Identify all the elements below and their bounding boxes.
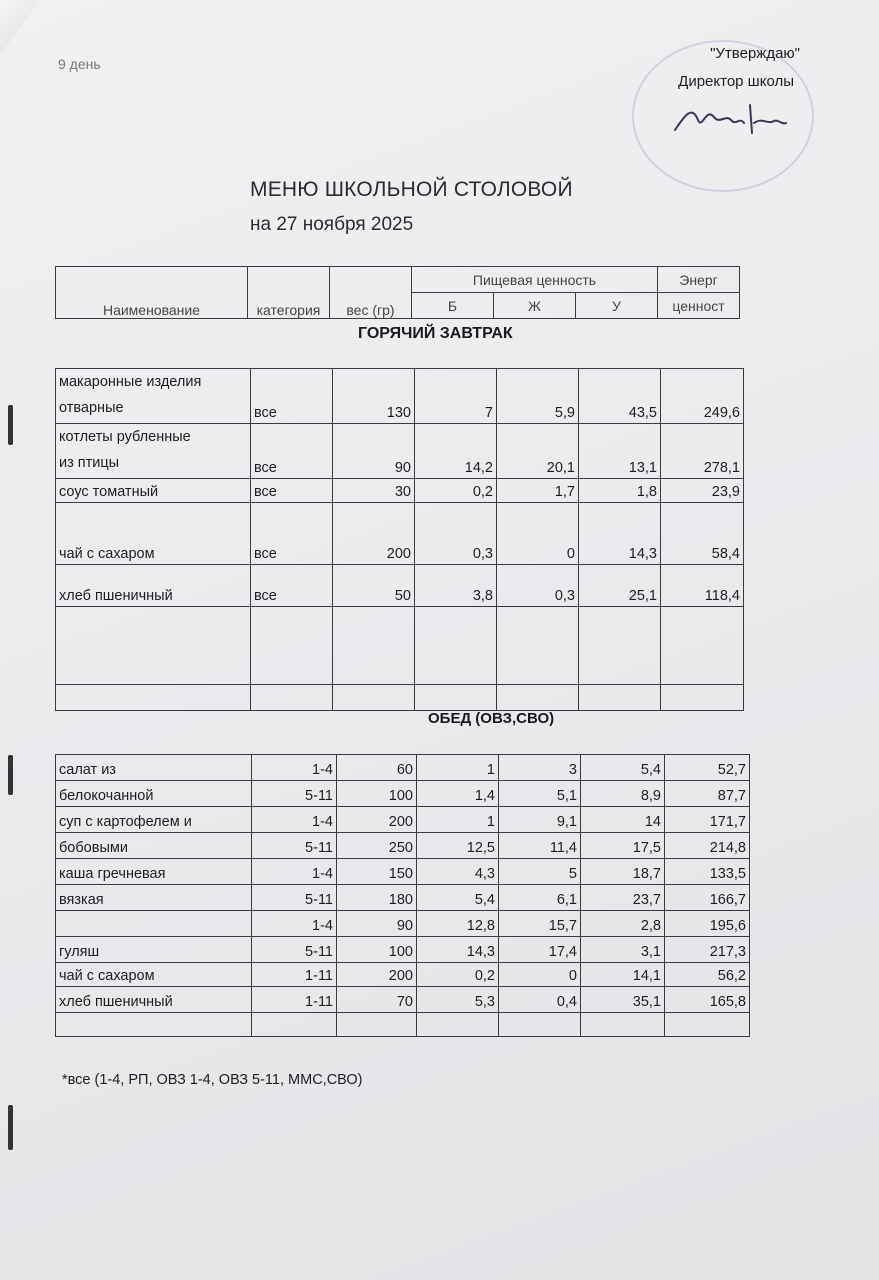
dish-carbs: 3,1 bbox=[581, 937, 665, 963]
dish-weight: 90 bbox=[333, 424, 415, 479]
dish-category: все bbox=[251, 565, 333, 607]
dish-name: каша гречневая bbox=[56, 859, 252, 885]
dish-protein: 0,2 bbox=[417, 963, 499, 987]
header-energy-bottom: ценност bbox=[658, 293, 740, 319]
dish-name-line: из птицы bbox=[59, 455, 120, 471]
dish-category: все bbox=[251, 424, 333, 479]
dish-fat: 3 bbox=[499, 755, 581, 781]
dish-energy: 165,8 bbox=[665, 987, 750, 1013]
table-row bbox=[56, 369, 744, 424]
header-nutrition: Пищевая ценность bbox=[412, 267, 658, 293]
table-row bbox=[56, 937, 750, 963]
dish-category: 1-4 bbox=[252, 911, 337, 937]
dish-protein: 1,4 bbox=[417, 781, 499, 807]
dish-energy: 166,7 bbox=[665, 885, 750, 911]
dish-weight: 200 bbox=[337, 963, 417, 987]
dish-weight: 100 bbox=[337, 937, 417, 963]
header-category: категория bbox=[248, 267, 330, 319]
dish-name: вязкая bbox=[56, 885, 252, 911]
dish-fat: 0 bbox=[499, 963, 581, 987]
header-carbs: У bbox=[576, 293, 658, 319]
dish-fat: 1,7 bbox=[497, 479, 579, 503]
dish-weight: 100 bbox=[337, 781, 417, 807]
dish-carbs: 14,3 bbox=[579, 503, 661, 565]
dish-name: хлеб пшеничный bbox=[56, 565, 251, 607]
dish-category: 1-4 bbox=[252, 807, 337, 833]
dish-fat: 6,1 bbox=[499, 885, 581, 911]
page-corner-fold bbox=[0, 0, 40, 55]
dish-carbs: 25,1 bbox=[579, 565, 661, 607]
dish-energy: 133,5 bbox=[665, 859, 750, 885]
dish-energy: 214,8 bbox=[665, 833, 750, 859]
dish-weight: 150 bbox=[337, 859, 417, 885]
dish-category: все bbox=[251, 369, 333, 424]
dish-name: салат из bbox=[56, 755, 252, 781]
dish-fat: 15,7 bbox=[499, 911, 581, 937]
dish-name: белокочанной bbox=[56, 781, 252, 807]
dish-protein: 4,3 bbox=[417, 859, 499, 885]
dish-fat: 9,1 bbox=[499, 807, 581, 833]
binder-hole-mark bbox=[8, 755, 13, 795]
table-row bbox=[56, 565, 744, 607]
dish-protein: 14,3 bbox=[417, 937, 499, 963]
dish-weight: 70 bbox=[337, 987, 417, 1013]
dish-energy: 249,6 bbox=[661, 369, 744, 424]
dish-protein: 5,4 bbox=[417, 885, 499, 911]
table-row bbox=[56, 911, 750, 937]
dish-protein: 12,8 bbox=[417, 911, 499, 937]
header-energy-top: Энерг bbox=[658, 267, 740, 293]
dish-name: чай с сахаром bbox=[56, 503, 251, 565]
dish-name bbox=[56, 369, 251, 424]
dish-carbs: 43,5 bbox=[579, 369, 661, 424]
dish-weight: 180 bbox=[337, 885, 417, 911]
dish-category: 5-11 bbox=[252, 833, 337, 859]
dish-energy: 217,3 bbox=[665, 937, 750, 963]
dish-carbs: 18,7 bbox=[581, 859, 665, 885]
dish-carbs: 14,1 bbox=[581, 963, 665, 987]
approval-title: "Утверждаю" bbox=[710, 45, 800, 62]
dish-name-line: котлеты рубленные bbox=[59, 429, 191, 445]
dish-name bbox=[56, 911, 252, 937]
empty-row bbox=[56, 607, 744, 685]
page-title: МЕНЮ ШКОЛЬНОЙ СТОЛОВОЙ bbox=[250, 178, 573, 201]
dish-energy: 56,2 bbox=[665, 963, 750, 987]
dish-name: чай с сахаром bbox=[56, 963, 252, 987]
header-protein: Б bbox=[412, 293, 494, 319]
dish-carbs: 5,4 bbox=[581, 755, 665, 781]
breakfast-table bbox=[55, 368, 744, 711]
dish-name-line: макаронные изделия bbox=[59, 374, 202, 390]
dish-energy: 278,1 bbox=[661, 424, 744, 479]
dish-protein: 14,2 bbox=[415, 424, 497, 479]
dish-energy: 87,7 bbox=[665, 781, 750, 807]
table-row bbox=[56, 807, 750, 833]
dish-energy: 195,6 bbox=[665, 911, 750, 937]
dish-fat: 5,9 bbox=[497, 369, 579, 424]
dish-energy: 23,9 bbox=[661, 479, 744, 503]
dish-category: 1-11 bbox=[252, 987, 337, 1013]
dish-category: 1-4 bbox=[252, 859, 337, 885]
table-row bbox=[56, 859, 750, 885]
dish-category: все bbox=[251, 479, 333, 503]
empty-row bbox=[56, 685, 744, 711]
dish-fat: 11,4 bbox=[499, 833, 581, 859]
dish-fat: 5 bbox=[499, 859, 581, 885]
dish-category: 5-11 bbox=[252, 937, 337, 963]
dish-fat: 0 bbox=[497, 503, 579, 565]
dish-protein: 5,3 bbox=[417, 987, 499, 1013]
table-row bbox=[56, 963, 750, 987]
dish-fat: 0,3 bbox=[497, 565, 579, 607]
table-row bbox=[56, 885, 750, 911]
dish-energy: 118,4 bbox=[661, 565, 744, 607]
dish-carbs: 14 bbox=[581, 807, 665, 833]
dish-weight: 200 bbox=[333, 503, 415, 565]
dish-energy: 171,7 bbox=[665, 807, 750, 833]
dish-weight: 250 bbox=[337, 833, 417, 859]
binder-hole-mark bbox=[8, 1105, 13, 1150]
dish-weight: 200 bbox=[337, 807, 417, 833]
table-row bbox=[56, 987, 750, 1013]
table-row bbox=[56, 833, 750, 859]
dish-protein: 1 bbox=[417, 807, 499, 833]
dish-carbs: 23,7 bbox=[581, 885, 665, 911]
dish-fat: 17,4 bbox=[499, 937, 581, 963]
table-row bbox=[56, 424, 744, 479]
dish-protein: 0,3 bbox=[415, 503, 497, 565]
dish-energy: 52,7 bbox=[665, 755, 750, 781]
dish-weight: 30 bbox=[333, 479, 415, 503]
dish-carbs: 2,8 bbox=[581, 911, 665, 937]
dish-fat: 20,1 bbox=[497, 424, 579, 479]
dish-protein: 1 bbox=[417, 755, 499, 781]
dish-name-line: отварные bbox=[59, 400, 124, 416]
dish-protein: 3,8 bbox=[415, 565, 497, 607]
dish-name bbox=[56, 424, 251, 479]
dish-fat: 5,1 bbox=[499, 781, 581, 807]
lunch-section-title: ОБЕД (ОВЗ,СВО) bbox=[428, 710, 555, 727]
dish-energy: 58,4 bbox=[661, 503, 744, 565]
column-header-table bbox=[55, 266, 740, 319]
dish-weight: 50 bbox=[333, 565, 415, 607]
dish-protein: 0,2 bbox=[415, 479, 497, 503]
dish-fat: 0,4 bbox=[499, 987, 581, 1013]
day-label: 9 день bbox=[58, 56, 101, 72]
dish-weight: 90 bbox=[337, 911, 417, 937]
dish-category: 5-11 bbox=[252, 885, 337, 911]
dish-name: бобовыми bbox=[56, 833, 252, 859]
dish-category: 1-4 bbox=[252, 755, 337, 781]
director-signature bbox=[670, 95, 790, 145]
approval-position: Директор школы bbox=[678, 73, 794, 90]
dish-category: 1-11 bbox=[252, 963, 337, 987]
page-date: на 27 ноября 2025 bbox=[250, 214, 414, 235]
dish-protein: 7 bbox=[415, 369, 497, 424]
binder-hole-mark bbox=[8, 405, 13, 445]
dish-carbs: 1,8 bbox=[579, 479, 661, 503]
dish-weight: 60 bbox=[337, 755, 417, 781]
dish-carbs: 13,1 bbox=[579, 424, 661, 479]
table-row bbox=[56, 503, 744, 565]
dish-name: гуляш bbox=[56, 937, 252, 963]
dish-protein: 12,5 bbox=[417, 833, 499, 859]
header-name: Наименование bbox=[56, 267, 248, 319]
dish-carbs: 17,5 bbox=[581, 833, 665, 859]
dish-carbs: 35,1 bbox=[581, 987, 665, 1013]
header-fat: Ж bbox=[494, 293, 576, 319]
lunch-table bbox=[55, 754, 750, 1037]
table-row bbox=[56, 479, 744, 503]
dish-name: соус томатный bbox=[56, 479, 251, 503]
dish-weight: 130 bbox=[333, 369, 415, 424]
header-weight: вес (гр) bbox=[330, 267, 412, 319]
table-row bbox=[56, 781, 750, 807]
dish-name: хлеб пшеничный bbox=[56, 987, 252, 1013]
dish-category: 5-11 bbox=[252, 781, 337, 807]
empty-row bbox=[56, 1013, 750, 1037]
dish-category: все bbox=[251, 503, 333, 565]
footnote: *все (1-4, РП, ОВЗ 1-4, ОВЗ 5-11, ММС,СВО) bbox=[62, 1072, 363, 1088]
dish-carbs: 8,9 bbox=[581, 781, 665, 807]
table-row bbox=[56, 755, 750, 781]
dish-name: суп с картофелем и bbox=[56, 807, 252, 833]
breakfast-section-title: ГОРЯЧИЙ ЗАВТРАК bbox=[358, 325, 513, 342]
